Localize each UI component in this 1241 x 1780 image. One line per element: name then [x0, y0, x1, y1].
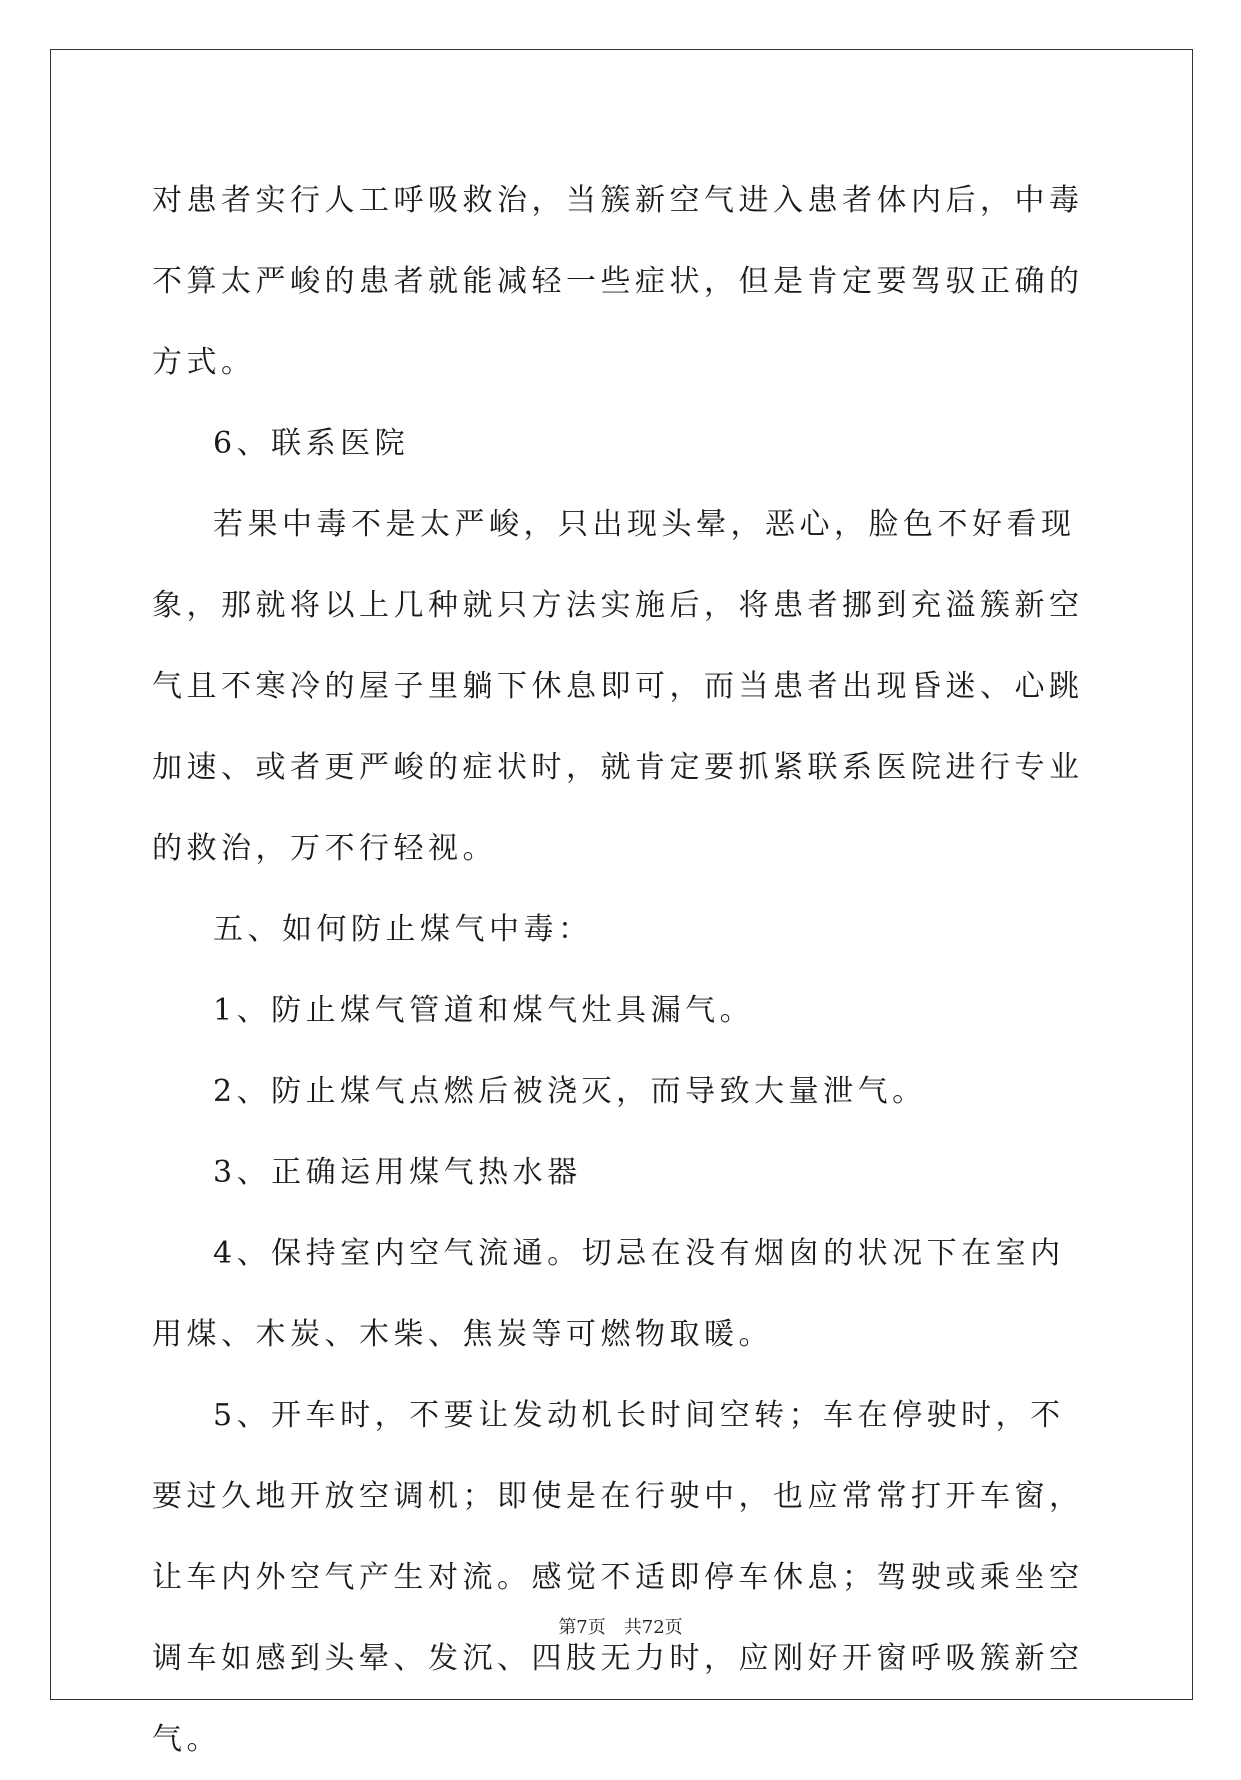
paragraph: 对患者实行人工呼吸救治，当簇新空气进入患者体内后，中毒不算太严峻的患者就能减轻一些症状，但是肯定要驾驭正确的方式。 — [152, 183, 1084, 380]
list-item: 3、正确运用煤气热水器 — [213, 1155, 582, 1190]
list-item: 5、开车时，不要让发动机长时间空转；车在停驶时，不要过久地开放空调机；即使是在行驶中，也应常常打开车窗，让车内外空气产生对流。感觉不适即停车休息；驾驶或乘坐空调车如感到头晕、发沉、四肢无力时，应刚好开窗呼吸簇新空气。 — [152, 1398, 1084, 1757]
document-body — [152, 160, 1092, 1780]
list-item: 2、防止煤气点燃后被浇灭，而导致大量泄气。 — [213, 1074, 927, 1109]
section-heading: 五、如何防止煤气中毒： — [213, 912, 593, 947]
list-item: 1、防止煤气管道和煤气灶具漏气。 — [213, 993, 755, 1028]
paragraph: 若果中毒不是太严峻，只出现头晕，恶心，脸色不好看现象，那就将以上几种就只方法实施后，将患者挪到充溢簇新空气且不寒冷的屋子里躺下休息即可，而当患者出现昏迷、心跳加速、或者更严峻的症状时，就肯定要抓紧联系医院进行专业的救治，万不行轻视。 — [152, 507, 1084, 866]
page-number-footer: 第7页 共72页 — [558, 1617, 683, 1638]
list-item: 4、保持室内空气流通。切忌在没有烟囱的状况下在室内用煤、木炭、木柴、焦炭等可燃物取暖。 — [152, 1236, 1065, 1352]
section-heading: 6、联系医院 — [213, 426, 410, 461]
